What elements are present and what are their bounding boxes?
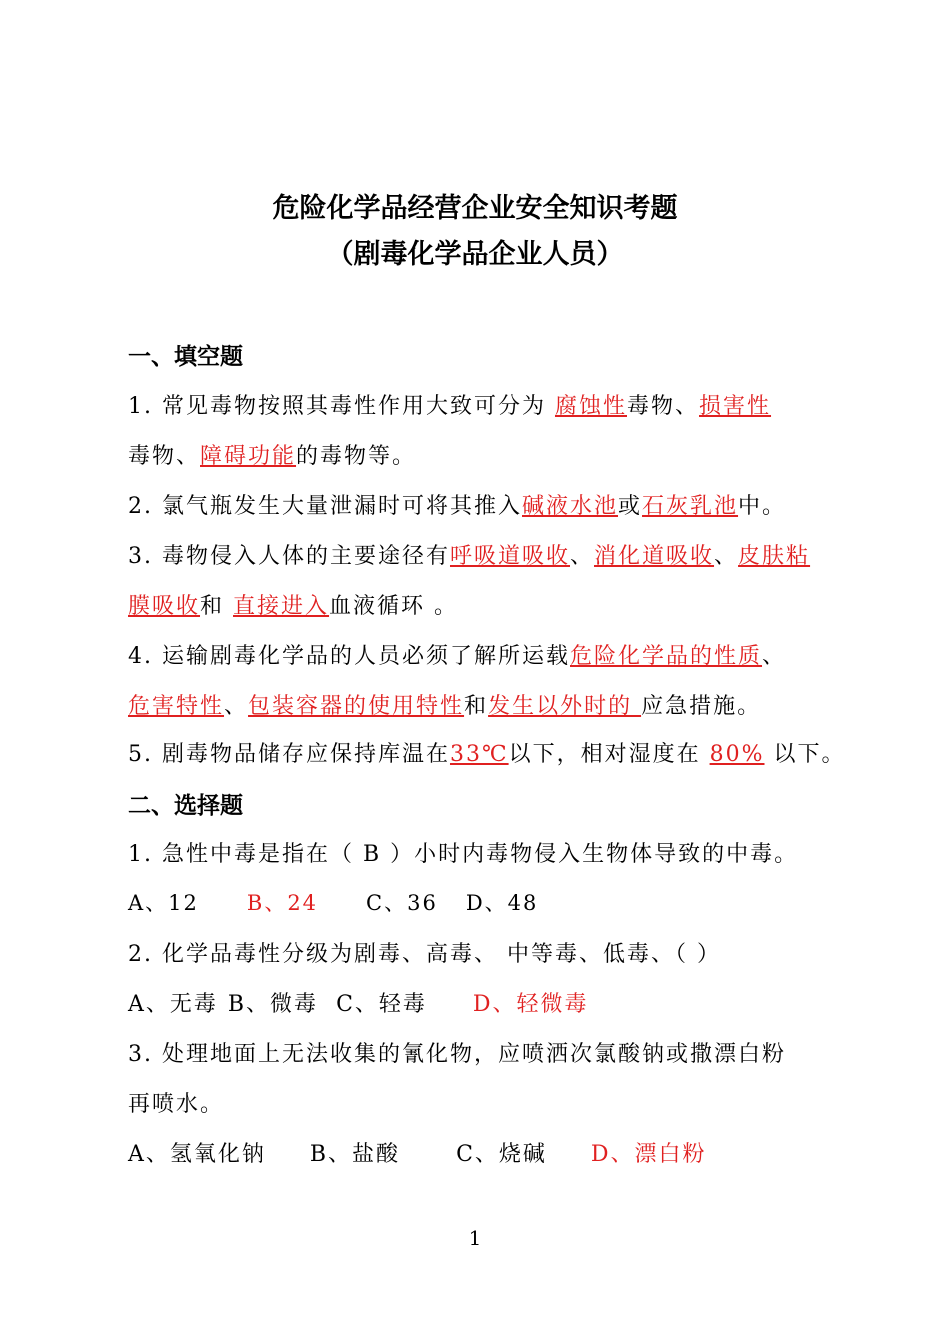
answer: 腐蚀性 (554, 394, 627, 419)
choice-q1-options: A、12 B、24 C、36 D、48 (128, 891, 539, 915)
fill-q4-line2: 危害特性、包装容器的使用特性和发生以外时的 应急措施。 (128, 694, 762, 719)
choice-q3-options: A、氢氧化钠 B、盐酸 C、烧碱 D、漂白粉 (128, 1142, 707, 1167)
answer: 膜吸收 (128, 594, 201, 619)
answer: 包装容器的使用特性 (248, 694, 465, 719)
answer: 危害特性 (128, 694, 225, 719)
fill-q3-line2: 膜吸收和 直接进入血液循环 。 (128, 594, 459, 619)
section-fill-blank: 一、填空题 (128, 344, 243, 370)
answer: 33℃ (449, 742, 509, 767)
answer: 呼吸道吸收 (449, 544, 570, 569)
choice-q3-line2: 再喷水。 (128, 1092, 225, 1117)
fill-q4-line1: 4. 运输剧毒化学品的人员必须了解所运载危险化学品的性质、 (128, 644, 787, 669)
choice-q1: 1. 急性中毒是指在（ B ）小时内毒物侵入生物体导致的中毒。 (128, 842, 799, 867)
answer: 石灰乳池 (642, 494, 739, 519)
fill-q5: 5. 剧毒物品储存应保持库温在33℃以下，相对湿度在 80% 以下。 (128, 742, 846, 767)
choice-q2-options: A、无毒 B、微毒 C、轻毒 D、轻微毒 (128, 992, 589, 1017)
answer: 障碍功能 (200, 444, 297, 469)
fill-q1-line2: 毒物、障碍功能的毒物等。 (128, 444, 417, 469)
fill-q1-line1: 1. 常见毒物按照其毒性作用大致可分为 腐蚀性毒物、损害性 (128, 394, 772, 419)
document-subtitle: （剧毒化学品企业人员） (326, 239, 624, 270)
correct-option: D、轻微毒 (472, 992, 589, 1017)
section-multiple-choice: 二、选择题 (128, 793, 243, 819)
answer: 发生以外时的 (488, 694, 642, 719)
choice-q2: 2. 化学品毒性分级为剧毒、高毒、 中等毒、低毒、（ ） (128, 942, 721, 967)
document-title: 危险化学品经营企业安全知识考题 (272, 193, 678, 224)
fill-q2: 2. 氯气瓶发生大量泄漏时可将其推入碱液水池或石灰乳池中。 (128, 494, 787, 519)
answer: 危险化学品的性质 (570, 644, 763, 669)
answer: 直接进入 (233, 594, 330, 619)
answer: 80% (709, 742, 765, 767)
answer: 碱液水池 (522, 494, 619, 519)
page-number: 1 (468, 1226, 482, 1250)
answer: 损害性 (699, 394, 772, 419)
correct-option: D、漂白粉 (590, 1142, 707, 1167)
answer: 消化道吸收 (594, 544, 715, 569)
answer: 皮肤粘 (738, 544, 811, 569)
correct-option: B、24 (246, 891, 319, 915)
choice-q3-line1: 3. 处理地面上无法收集的氰化物，应喷洒次氯酸钠或撒漂白粉 (128, 1042, 786, 1067)
fill-q3-line1: 3. 毒物侵入人体的主要途径有呼吸道吸收、消化道吸收、皮肤粘 (128, 544, 811, 569)
